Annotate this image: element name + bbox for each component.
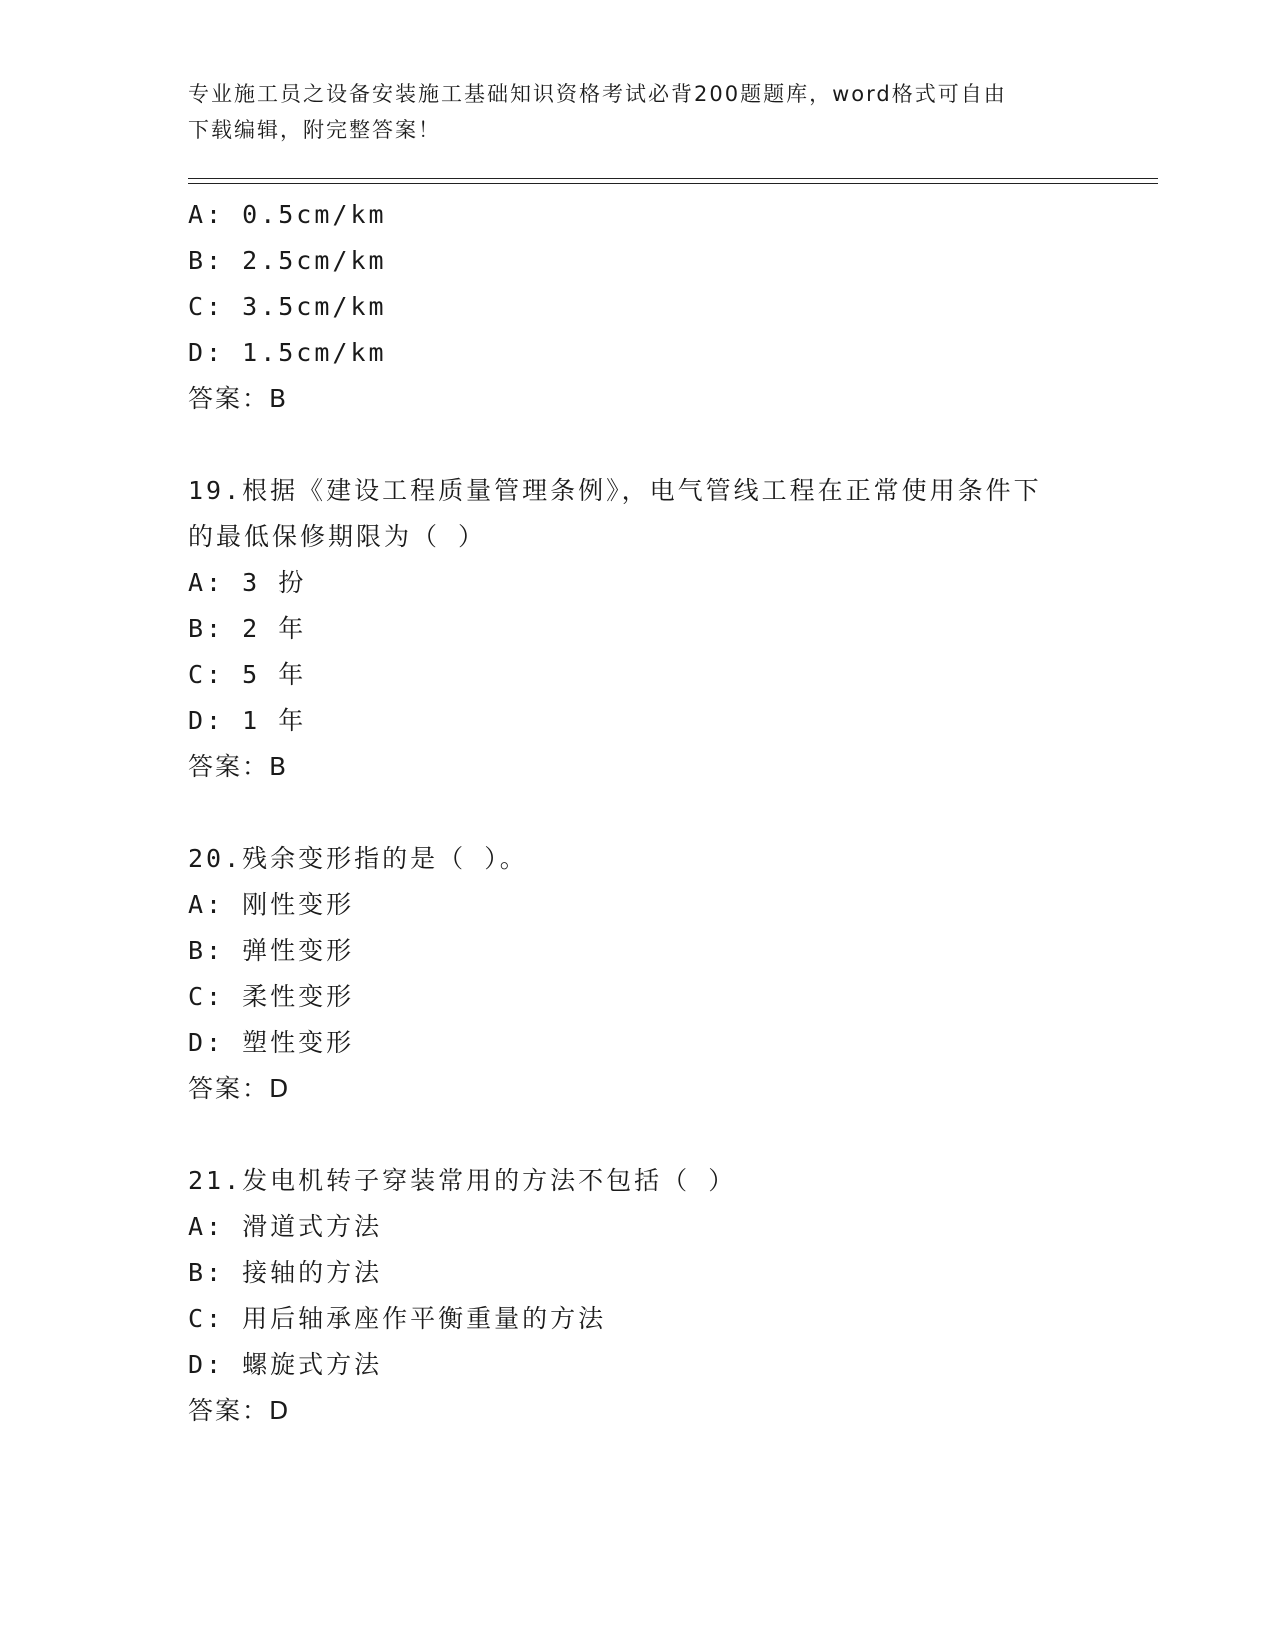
- option-b: B: 2 年: [188, 614, 307, 643]
- option-b: B: 接轴的方法: [188, 1258, 383, 1287]
- question-18: [188, 192, 1148, 422]
- option-c: C: 柔性变形: [188, 982, 355, 1011]
- option-c: C: 用后轴承座作平衡重量的方法: [188, 1304, 607, 1333]
- option-c: C: 5 年: [188, 660, 307, 689]
- answer: 答案：D: [188, 1074, 291, 1103]
- option-d: D: 1 年: [188, 706, 307, 735]
- option-a: A: 刚性变形: [188, 890, 355, 919]
- answer: 答案：B: [188, 752, 289, 781]
- option-d: D: 螺旋式方法: [188, 1350, 383, 1379]
- question-stem-line-1: 19.根据《建设工程质量管理条例》，电气管线工程在正常使用条件下: [188, 476, 1042, 505]
- header-line-2: 下载编辑，附完整答案！: [188, 118, 441, 142]
- answer: 答案：B: [188, 384, 289, 413]
- question-stem: 21.发电机转子穿装常用的方法不包括（ ）: [188, 1166, 737, 1195]
- header-line-1: 专业施工员之设备安装施工基础知识资格考试必背200题题库，word格式可自由: [188, 82, 1007, 106]
- option-d: D: 塑性变形: [188, 1028, 355, 1057]
- header-divider-bottom: [188, 183, 1158, 184]
- option-a: A: 3 扮: [188, 568, 307, 597]
- document-header: [188, 76, 1088, 148]
- question-20: [188, 836, 1148, 1112]
- question-list: [188, 192, 1148, 1434]
- question-19: [188, 468, 1148, 790]
- answer: 答案：D: [188, 1396, 291, 1425]
- question-stem: 20.残余变形指的是（ ）。: [188, 844, 528, 873]
- option-b: B: 弹性变形: [188, 936, 355, 965]
- question-21: [188, 1158, 1148, 1434]
- option-b: B: 2.5cm/km: [188, 246, 387, 275]
- question-stem-line-2: 的最低保修期限为（ ）: [188, 522, 487, 551]
- header-divider-top: [188, 178, 1158, 179]
- option-d: D: 1.5cm/km: [188, 338, 387, 367]
- option-c: C: 3.5cm/km: [188, 292, 387, 321]
- option-a: A: 滑道式方法: [188, 1212, 383, 1241]
- option-a: A: 0.5cm/km: [188, 200, 387, 229]
